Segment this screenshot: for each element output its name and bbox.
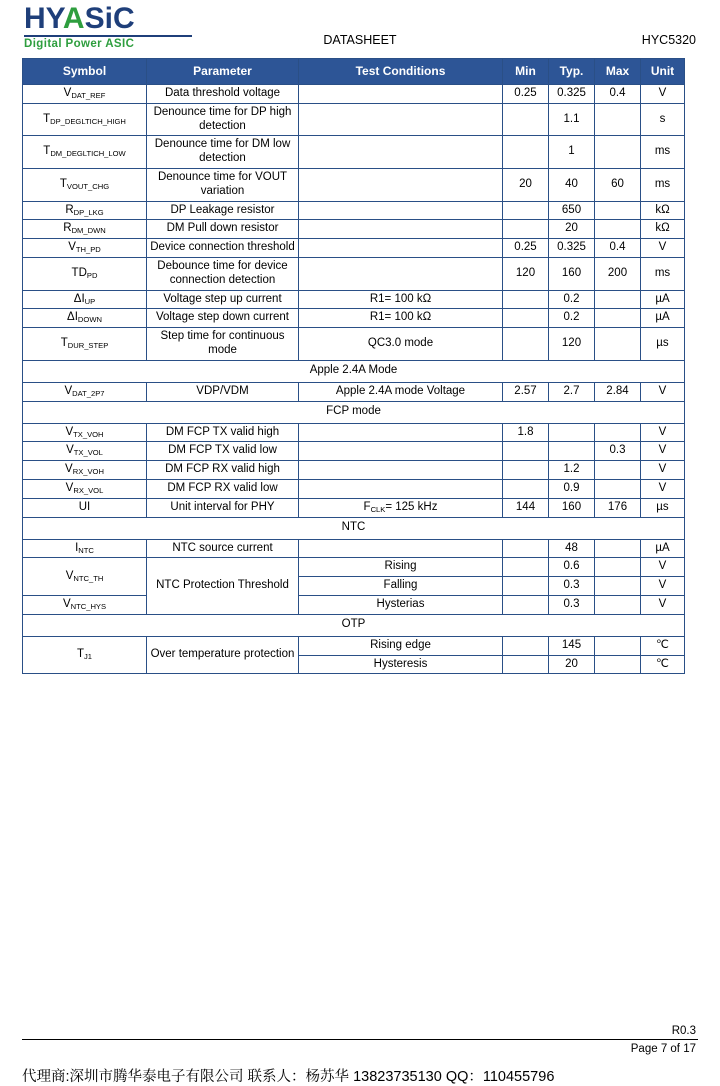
cell-parameter: Over temperature protection: [147, 636, 299, 674]
cell-symbol: UI: [23, 498, 147, 517]
cell-max: [595, 461, 641, 480]
table-row: [23, 479, 685, 498]
cell-min: [503, 461, 549, 480]
revision-label: R0.3: [671, 1025, 696, 1037]
cell-test-conditions: [299, 103, 503, 136]
cell-test-conditions: [299, 479, 503, 498]
cell-unit: s: [641, 103, 685, 136]
cell-typ: 20: [549, 220, 595, 239]
cell-min: [503, 201, 549, 220]
cell-max: [595, 423, 641, 442]
table-row: [23, 461, 685, 480]
cell-typ: 48: [549, 539, 595, 558]
cell-test-conditions: [299, 85, 503, 104]
agent-contact-line: 代理商:深圳市腾华泰电子有限公司 联系人：杨苏华 13823735130 QQ：110455796: [22, 1069, 555, 1085]
cell-typ: 0.2: [549, 290, 595, 309]
header-document-type: DATASHEET: [323, 33, 397, 47]
table-row: [23, 201, 685, 220]
page-footer: [22, 1025, 698, 1086]
cell-symbol: $R_{DM\_DWN}$: [23, 220, 147, 239]
section-title: Apple 2.4A Mode: [23, 360, 685, 382]
cell-parameter: DM FCP TX valid high: [147, 423, 299, 442]
cell-max: [595, 290, 641, 309]
cell-test-conditions: [299, 539, 503, 558]
table-row: [23, 103, 685, 136]
cell-unit: V: [641, 442, 685, 461]
cell-parameter: DM FCP RX valid low: [147, 479, 299, 498]
logo-wordmark: [24, 4, 194, 34]
cell-symbol: $V_{TX\_VOH}$: [23, 423, 147, 442]
cell-unit: ms: [641, 168, 685, 201]
cell-min: 144: [503, 498, 549, 517]
cell-unit: ℃: [641, 655, 685, 674]
cell-typ: 1: [549, 136, 595, 169]
cell-test-conditions: [299, 257, 503, 290]
cell-typ: [549, 423, 595, 442]
cell-test-conditions: [299, 168, 503, 201]
cell-min: [503, 290, 549, 309]
cell-symbol: $I_{NTC}$: [23, 539, 147, 558]
cell-typ: 0.2: [549, 309, 595, 328]
cell-test-conditions: R1= 100 kΩ: [299, 290, 503, 309]
table-row: [23, 539, 685, 558]
table-section-row: [23, 401, 685, 423]
cell-test-conditions: [299, 461, 503, 480]
cell-unit: ms: [641, 257, 685, 290]
section-title: FCP mode: [23, 401, 685, 423]
cell-min: [503, 577, 549, 596]
cell-symbol: $T_{J1}$: [23, 636, 147, 674]
cell-test-conditions: [299, 201, 503, 220]
cell-symbol: $\Delta I_{DOWN}$: [23, 309, 147, 328]
cell-unit: kΩ: [641, 220, 685, 239]
table-row: [23, 239, 685, 258]
table-row: [23, 85, 685, 104]
cell-min: [503, 136, 549, 169]
cell-max: [595, 136, 641, 169]
page-header: [22, 0, 698, 58]
cell-unit: V: [641, 461, 685, 480]
cell-max: 0.4: [595, 85, 641, 104]
cell-max: [595, 220, 641, 239]
cell-typ: 20: [549, 655, 595, 674]
cell-symbol: $V_{NTC\_TH}$: [23, 558, 147, 596]
cell-max: [595, 309, 641, 328]
cell-typ: 0.325: [549, 239, 595, 258]
cell-parameter: Voltage step down current: [147, 309, 299, 328]
cell-test-conditions: R1= 100 kΩ: [299, 309, 503, 328]
cell-symbol: $V_{DAT\_REF}$: [23, 85, 147, 104]
cell-typ: 1.2: [549, 461, 595, 480]
cell-typ: 0.6: [549, 558, 595, 577]
cell-typ: 160: [549, 257, 595, 290]
table-row: [23, 442, 685, 461]
section-title: NTC: [23, 517, 685, 539]
cell-parameter: Voltage step up current: [147, 290, 299, 309]
table-header-row: [23, 59, 685, 85]
col-test-conditions: Test Conditions: [299, 59, 503, 85]
cell-typ: 0.9: [549, 479, 595, 498]
logo-sic: SiC: [84, 2, 135, 35]
cell-typ: 2.7: [549, 382, 595, 401]
cell-test-conditions: Falling: [299, 577, 503, 596]
cell-test-conditions: Apple 2.4A mode Voltage: [299, 382, 503, 401]
cell-symbol: $T_{DP\_DEGLTICH\_HIGH}$: [23, 103, 147, 136]
cell-symbol: $V_{TH\_PD}$: [23, 239, 147, 258]
cell-max: 176: [595, 498, 641, 517]
cell-min: 2.57: [503, 382, 549, 401]
table-row: [23, 136, 685, 169]
section-title: OTP: [23, 614, 685, 636]
cell-max: [595, 655, 641, 674]
cell-min: 0.25: [503, 85, 549, 104]
cell-max: 0.3: [595, 442, 641, 461]
cell-min: 120: [503, 257, 549, 290]
cell-min: [503, 539, 549, 558]
cell-parameter: Debounce time for device connection detection: [147, 257, 299, 290]
cell-max: [595, 577, 641, 596]
cell-parameter: NTC source current: [147, 539, 299, 558]
cell-symbol: $V_{NTC\_HYS}$: [23, 595, 147, 614]
cell-max: [595, 558, 641, 577]
cell-symbol: $T_{VOUT\_CHG}$: [23, 168, 147, 201]
cell-symbol: $V_{RX\_VOH}$: [23, 461, 147, 480]
cell-symbol: $V_{TX\_VOL}$: [23, 442, 147, 461]
cell-test-conditions: Hysterias: [299, 595, 503, 614]
cell-unit: V: [641, 479, 685, 498]
cell-test-conditions: $F_{CLK}= 125$ kHz: [299, 498, 503, 517]
cell-unit: µs: [641, 328, 685, 361]
cell-unit: µA: [641, 309, 685, 328]
cell-parameter: Denounce time for DM low detection: [147, 136, 299, 169]
table-row: [23, 328, 685, 361]
col-max: Max: [595, 59, 641, 85]
cell-max: [595, 103, 641, 136]
cell-typ: 0.325: [549, 85, 595, 104]
cell-test-conditions: Hysteresis: [299, 655, 503, 674]
cell-typ: 0.3: [549, 595, 595, 614]
cell-parameter: Denounce time for VOUT variation: [147, 168, 299, 201]
cell-symbol: $T_{DUR\_STEP}$: [23, 328, 147, 361]
cell-unit: kΩ: [641, 201, 685, 220]
cell-typ: 145: [549, 636, 595, 655]
cell-test-conditions: [299, 442, 503, 461]
cell-max: [595, 595, 641, 614]
table-row: [23, 309, 685, 328]
cell-parameter: DP Leakage resistor: [147, 201, 299, 220]
page-number: Page 7 of 17: [630, 1043, 696, 1055]
cell-test-conditions: [299, 220, 503, 239]
cell-parameter: DM FCP TX valid low: [147, 442, 299, 461]
cell-parameter: Denounce time for DP high detection: [147, 103, 299, 136]
cell-unit: µA: [641, 290, 685, 309]
cell-unit: ms: [641, 136, 685, 169]
cell-parameter: Device connection threshold: [147, 239, 299, 258]
cell-symbol: $R_{DP\_LKG}$: [23, 201, 147, 220]
table-row: [23, 257, 685, 290]
cell-typ: 0.3: [549, 577, 595, 596]
table-section-row: [23, 360, 685, 382]
table-row: [23, 168, 685, 201]
cell-test-conditions: Rising: [299, 558, 503, 577]
cell-typ: 120: [549, 328, 595, 361]
cell-min: [503, 655, 549, 674]
table-row: [23, 220, 685, 239]
table-row: [23, 498, 685, 517]
table-row: [23, 382, 685, 401]
cell-min: [503, 328, 549, 361]
cell-test-conditions: Rising edge: [299, 636, 503, 655]
cell-max: 60: [595, 168, 641, 201]
cell-min: [503, 479, 549, 498]
cell-min: [503, 558, 549, 577]
cell-min: [503, 442, 549, 461]
cell-max: 200: [595, 257, 641, 290]
cell-min: [503, 309, 549, 328]
cell-unit: V: [641, 577, 685, 596]
table-row: [23, 595, 685, 614]
table-row: [23, 423, 685, 442]
col-min: Min: [503, 59, 549, 85]
header-part-number: HYC5320: [641, 33, 696, 47]
cell-max: [595, 539, 641, 558]
cell-unit: V: [641, 85, 685, 104]
cell-typ: 650: [549, 201, 595, 220]
cell-unit: µs: [641, 498, 685, 517]
logo-tagline: Digital Power ASIC: [24, 38, 135, 50]
cell-min: 1.8: [503, 423, 549, 442]
logo-hy: HY: [24, 2, 63, 35]
table-row: [23, 290, 685, 309]
cell-min: 0.25: [503, 239, 549, 258]
table-row: [23, 558, 685, 577]
cell-test-conditions: [299, 239, 503, 258]
cell-min: [503, 220, 549, 239]
cell-unit: V: [641, 382, 685, 401]
table-section-row: [23, 614, 685, 636]
cell-typ: 160: [549, 498, 595, 517]
cell-parameter: NTC Protection Threshold: [147, 558, 299, 614]
cell-max: [595, 479, 641, 498]
cell-test-conditions: [299, 136, 503, 169]
electrical-characteristics-table: [22, 58, 685, 674]
cell-test-conditions: QC3.0 mode: [299, 328, 503, 361]
cell-symbol: $\Delta I_{UP}$: [23, 290, 147, 309]
cell-typ: 1.1: [549, 103, 595, 136]
cell-min: 20: [503, 168, 549, 201]
col-parameter: Parameter: [147, 59, 299, 85]
cell-test-conditions: [299, 423, 503, 442]
cell-unit: V: [641, 558, 685, 577]
cell-max: [595, 328, 641, 361]
cell-max: [595, 636, 641, 655]
cell-parameter: Unit interval for PHY: [147, 498, 299, 517]
cell-min: [503, 103, 549, 136]
cell-symbol: $V_{DAT\_2P7}$: [23, 382, 147, 401]
cell-symbol: $T_{DM\_DEGLTICH\_LOW}$: [23, 136, 147, 169]
cell-unit: V: [641, 595, 685, 614]
cell-min: [503, 595, 549, 614]
cell-max: [595, 201, 641, 220]
cell-parameter: DM FCP RX valid high: [147, 461, 299, 480]
cell-parameter: Step time for continuous mode: [147, 328, 299, 361]
cell-unit: ℃: [641, 636, 685, 655]
table-section-row: [23, 517, 685, 539]
cell-parameter: DM Pull down resistor: [147, 220, 299, 239]
cell-parameter: Data threshold voltage: [147, 85, 299, 104]
cell-min: [503, 636, 549, 655]
cell-unit: µA: [641, 539, 685, 558]
col-symbol: Symbol: [23, 59, 147, 85]
cell-unit: V: [641, 239, 685, 258]
cell-max: 0.4: [595, 239, 641, 258]
cell-unit: V: [641, 423, 685, 442]
cell-typ: 40: [549, 168, 595, 201]
cell-typ: [549, 442, 595, 461]
col-typ: Typ.: [549, 59, 595, 85]
logo-a: A: [62, 2, 85, 35]
cell-symbol: $TD_{PD}$: [23, 257, 147, 290]
cell-max: 2.84: [595, 382, 641, 401]
cell-symbol: $V_{RX\_VOL}$: [23, 479, 147, 498]
col-unit: Unit: [641, 59, 685, 85]
table-row: [23, 636, 685, 655]
cell-parameter: VDP/VDM: [147, 382, 299, 401]
